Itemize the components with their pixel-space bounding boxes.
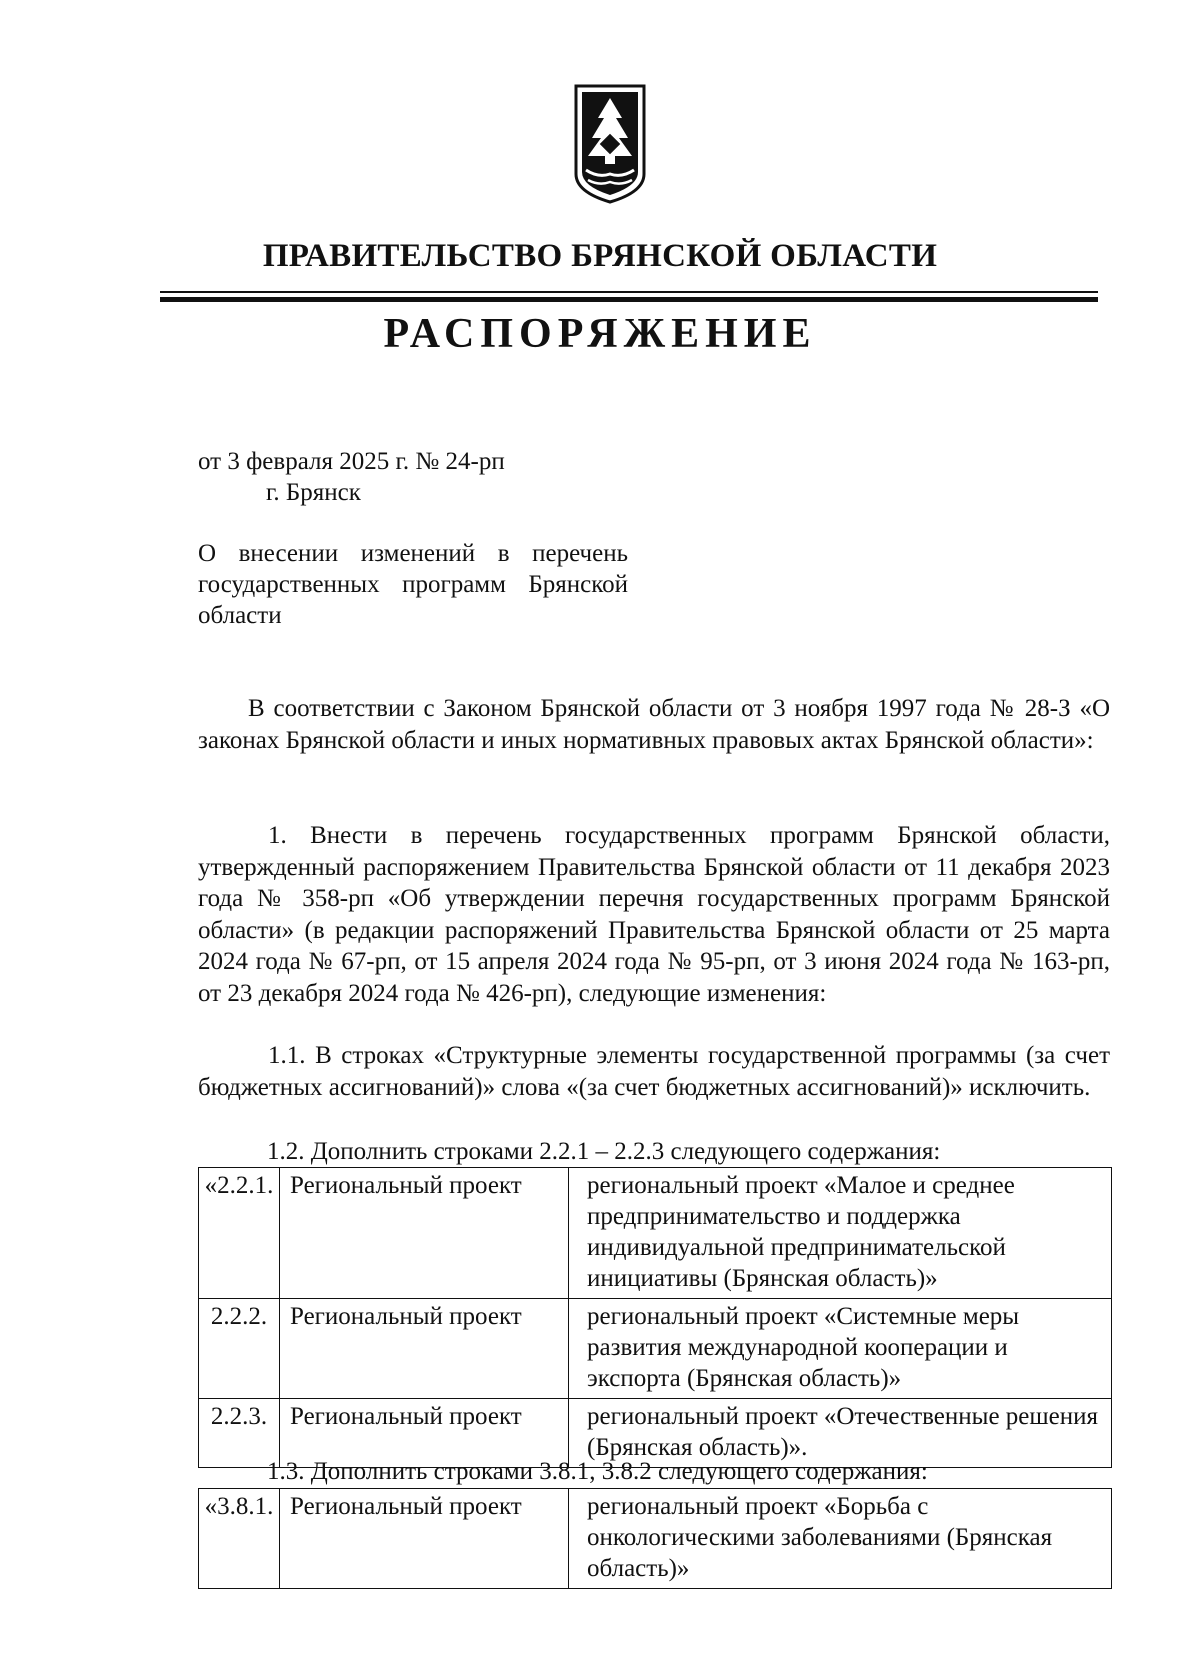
row-number: 2.2.3. <box>199 1399 280 1468</box>
row-kind: Региональный проект <box>280 1168 569 1299</box>
table-row <box>199 1489 1112 1589</box>
row-description: региональный проект «Малое и среднее предпринимательство и поддержка индивидуальной предпринимательской инициативы (Брянская область)» <box>569 1168 1112 1299</box>
item-1-3-paragraph: 1.3. Дополнить строками 3.8.1, 3.8.2 следующего содержания: <box>267 1458 928 1485</box>
row-number: 2.2.2. <box>199 1299 280 1399</box>
row-description: региональный проект «Системные меры развития международной кооперации и экспорта (Брянская область)» <box>569 1299 1112 1399</box>
header-rule-thin <box>160 291 1098 293</box>
document-type-title: РАСПОРЯЖЕНИЕ <box>383 311 817 357</box>
row-number: «3.8.1. <box>199 1489 280 1589</box>
table-rows-2-2 <box>198 1167 1112 1468</box>
item-1-1-paragraph: 1.1. В строках «Структурные элементы государственной программы (за счет бюджетных ассигнований)» слова «(за счет бюджетных ассигнований)» исключить. <box>198 1042 1110 1101</box>
row-description: региональный проект «Отечественные решения (Брянская область)». <box>569 1399 1112 1468</box>
document-subject: О внесении изменений в перечень государственных программ Брянской области <box>198 540 628 629</box>
row-number: «2.2.1. <box>199 1168 280 1299</box>
table-row <box>199 1299 1112 1399</box>
preamble-paragraph: В соответствии с Законом Брянской области от 3 ноября 1997 года № 28-З «О законах Брянской области и иных нормативных правовых актах Брянской области»: <box>198 695 1110 754</box>
coat-of-arms-emblem <box>572 82 648 206</box>
document-date-number: от 3 февраля 2025 г. № 24-рп <box>198 448 505 475</box>
table-row <box>199 1168 1112 1299</box>
row-kind: Региональный проект <box>280 1489 569 1589</box>
document-city: г. Брянск <box>266 479 361 506</box>
row-kind: Региональный проект <box>280 1399 569 1468</box>
organization-title: ПРАВИТЕЛЬСТВО БРЯНСКОЙ ОБЛАСТИ <box>262 238 938 274</box>
table-rows-3-8 <box>198 1488 1112 1589</box>
item-1-paragraph: 1. Внести в перечень государственных программ Брянской области, утвержденный распоряжением Правительства Брянской области от 11 декабря 2023 года № 358-рп «Об утверждении перечня государственных программ Брянской области» (в редакции распоряжений Правительства Брянской области от 25 марта 2024 года № 67-рп, от 15 апреля 2024 года № 95-рп, от 3 июня 2024 года № 163-рп, от 23 декабря 2024 года № 426-рп), следующие изменения: <box>198 822 1110 1007</box>
row-kind: Региональный проект <box>280 1299 569 1399</box>
header-rule-thick <box>160 297 1098 302</box>
item-1-2-paragraph: 1.2. Дополнить строками 2.2.1 – 2.2.3 следующего содержания: <box>267 1138 941 1165</box>
row-description: региональный проект «Борьба с онкологическими заболеваниями (Брянская область)» <box>569 1489 1112 1589</box>
